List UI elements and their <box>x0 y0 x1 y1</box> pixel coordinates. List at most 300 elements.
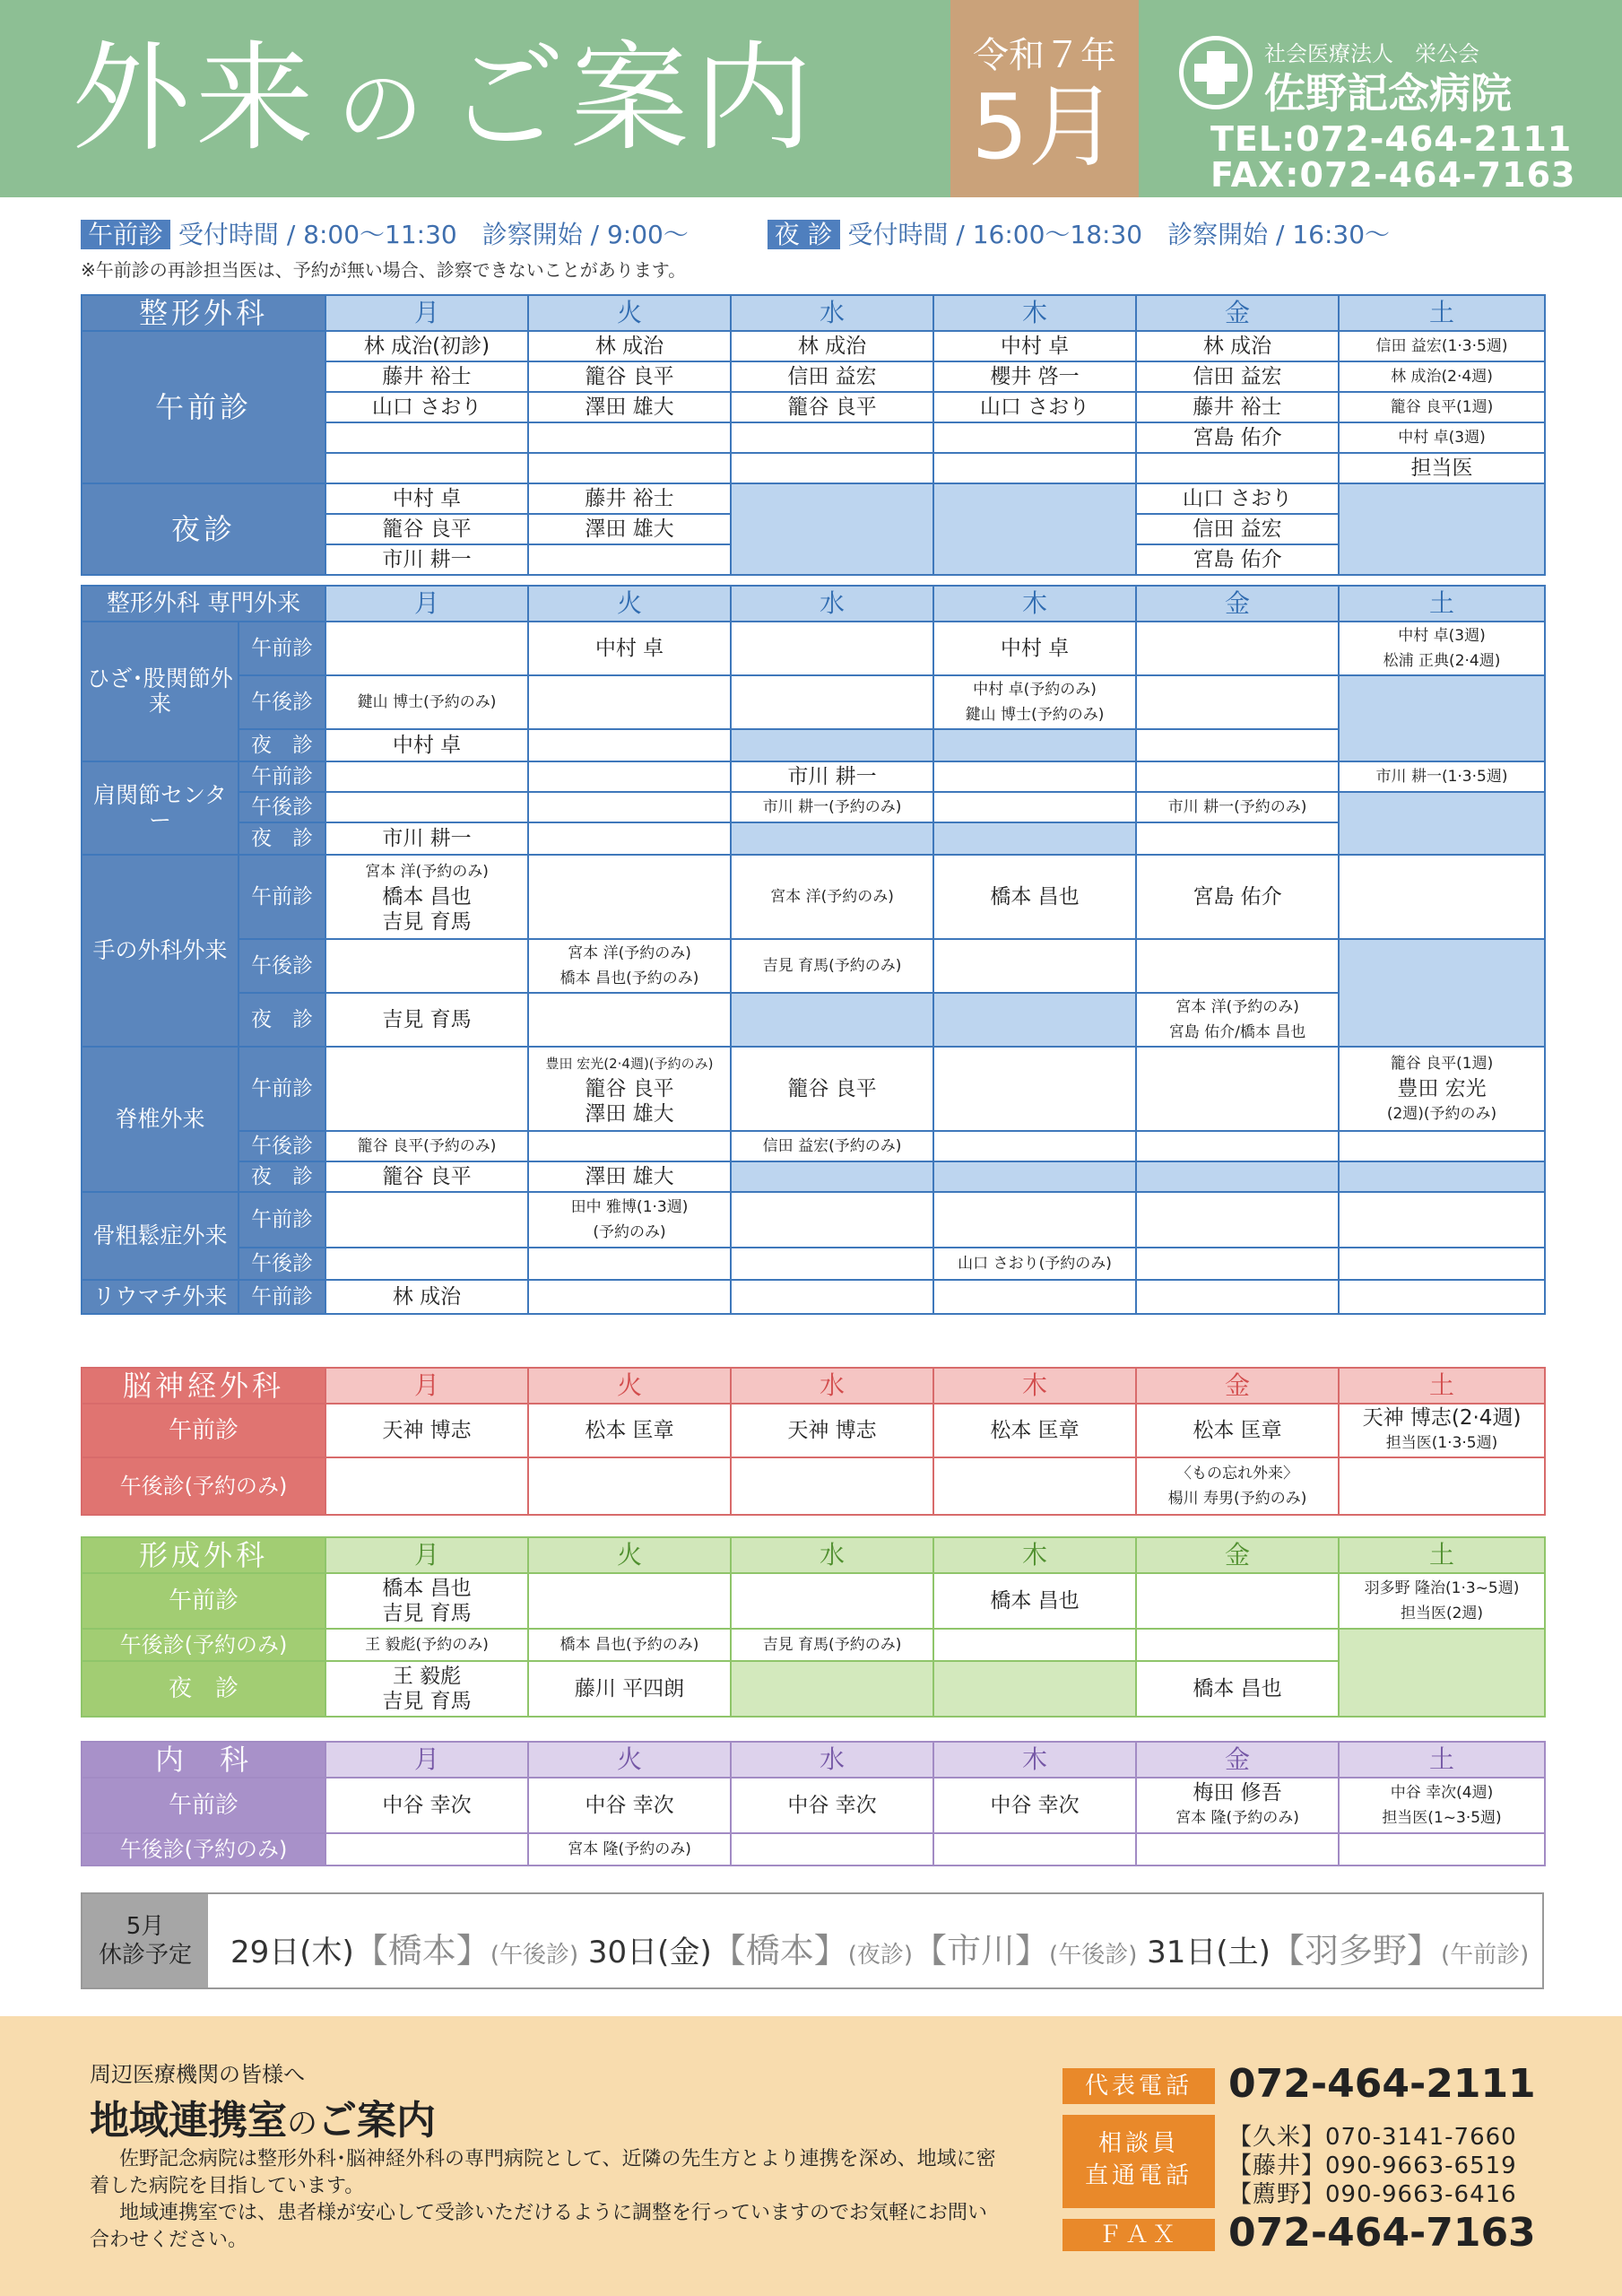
knee-label: ひざ･股関節外来 <box>82 622 239 761</box>
footer <box>0 2016 1622 2296</box>
closure-doctor: 【羽多野】 <box>1270 1931 1441 1970</box>
plastic-night-cell: 藤川 平四朗 <box>528 1661 731 1717</box>
sp-pm-cell <box>528 1131 731 1161</box>
sh-night-empty <box>933 822 1136 855</box>
knee-sat-line2: 松浦 正典(2·4週) <box>1383 652 1501 670</box>
hospital-logo-icon <box>1179 36 1253 109</box>
knee-am-cell <box>325 622 528 675</box>
footer-title-b: の <box>287 2106 317 2142</box>
ortho-night-empty <box>933 483 1136 575</box>
neuro-pm-cell <box>1136 1457 1339 1515</box>
plastic-pm-cell: 吉見 育馬(予約のみ) <box>731 1629 933 1661</box>
closure-title: 休診予定 <box>98 1942 192 1969</box>
am-tag: 午前診 <box>81 220 170 249</box>
day-sat: 土 <box>1339 586 1545 622</box>
hand-pm-cell: 吉見 育馬(予約のみ) <box>731 939 933 993</box>
sh-am-cell: 市川 耕一(1·3·5週) <box>1339 761 1545 792</box>
os-am-cell <box>1339 1192 1545 1248</box>
internal-pm-label: 午後診(予約のみ) <box>82 1833 325 1866</box>
neuro-am-label: 午前診 <box>82 1404 325 1457</box>
ortho-night-cell: 信田 益宏 <box>1136 514 1339 544</box>
os-pm-cell <box>1136 1248 1339 1280</box>
internal-pm-cell <box>731 1833 933 1866</box>
plastic-am-cell <box>325 1573 528 1629</box>
sh-pm-cell: 市川 耕一(予約のみ) <box>731 792 933 822</box>
footer-addressee: 周辺医療機関の皆様へ <box>90 2062 305 2087</box>
hospital-name: 佐野記念病院 <box>1264 69 1512 117</box>
footer-title-a: 地域連携室 <box>90 2098 287 2144</box>
day-sat: 土 <box>1339 1742 1545 1778</box>
internal-am-cell: 中谷 幸次 <box>528 1778 731 1833</box>
ortho-am-label: 午前診 <box>82 331 325 483</box>
internal-sat-line1: 中谷 幸次(4週) <box>1390 1784 1494 1802</box>
knee-night-cell: 中村 卓 <box>325 729 528 761</box>
hand-am-cell: 橋本 昌也 <box>933 855 1136 939</box>
knee-pm-cell <box>731 675 933 729</box>
ortho-night-cell: 山口 さおり <box>1136 483 1339 514</box>
plastic-am-cell <box>1339 1573 1545 1629</box>
day-wed: 水 <box>731 1368 933 1404</box>
closure-doctor: 【橋本】 <box>711 1931 848 1970</box>
sp-sat-line3: (2週)(予約のみ) <box>1386 1105 1497 1123</box>
closure-kind: (夜診) <box>847 1942 914 1969</box>
ortho-am-cell: 籠谷 良平 <box>731 392 933 422</box>
plastic-table <box>81 1536 1546 1718</box>
sp-night-empty <box>1339 1161 1545 1192</box>
closure-date: 30日(金) <box>587 1935 712 1970</box>
sp-night-label: 夜 診 <box>239 1161 325 1192</box>
day-tue: 火 <box>528 1368 731 1404</box>
ortho-night-cell: 藤井 裕士 <box>528 483 731 514</box>
day-wed: 水 <box>731 295 933 331</box>
knee-am-cell <box>731 622 933 675</box>
neuro-pm-cell <box>731 1457 933 1515</box>
rh-am-cell <box>933 1280 1136 1314</box>
ortho-am-cell <box>933 422 1136 453</box>
knee-empty <box>1339 675 1545 761</box>
hand-night-label: 夜 診 <box>239 993 325 1047</box>
plastic-am-cell <box>1136 1573 1339 1629</box>
ortho-night-cell: 澤田 雄大 <box>528 514 731 544</box>
hand-night-cell <box>528 993 731 1047</box>
sh-pm-cell <box>528 792 731 822</box>
closure-doctor: 【橋本】 <box>353 1931 490 1970</box>
ortho-am-cell: 林 成治 <box>1136 331 1339 361</box>
day-mon: 月 <box>325 1742 528 1778</box>
neuro-sat-line2: 担当医(1·3·5週) <box>1385 1434 1498 1452</box>
spine-label: 脊椎外来 <box>82 1047 239 1192</box>
sp-am-label: 午前診 <box>239 1047 325 1131</box>
knee-pm-cell: 鍵山 博士(予約のみ) <box>325 675 528 729</box>
sh-pm-cell: 市川 耕一(予約のみ) <box>1136 792 1339 822</box>
sh-am-cell <box>933 761 1136 792</box>
os-am-cell <box>1136 1192 1339 1248</box>
internal-am-cell <box>1136 1778 1339 1833</box>
plastic-am-cell <box>731 1573 933 1629</box>
day-sat: 土 <box>1339 1537 1545 1573</box>
internal-am-cell: 中谷 幸次 <box>731 1778 933 1833</box>
hand-night-cell: 吉見 育馬 <box>325 993 528 1047</box>
closure-kind: (午前診) <box>1440 1942 1530 1969</box>
neuro-fri-line2: 楊川 寿男(予約のみ) <box>1167 1490 1307 1508</box>
knee-am-cell: 中村 卓 <box>528 622 731 675</box>
plastic-mon-line2: 吉見 育馬 <box>382 1602 472 1625</box>
knee-am-cell <box>1136 622 1339 675</box>
sp-am-cell <box>1136 1047 1339 1131</box>
os-pm-cell: 山口 さおり(予約のみ) <box>933 1248 1136 1280</box>
sh-pm-label: 午後診 <box>239 792 325 822</box>
internal-fri-line2: 宮本 隆(予約のみ) <box>1175 1809 1299 1827</box>
sh-pm-cell <box>933 792 1136 822</box>
plastic-pm-cell: 王 毅彪(予約のみ) <box>325 1629 528 1661</box>
rep-phone-label: 代表電話 <box>1063 2068 1215 2104</box>
neuro-am-cell: 松本 匡章 <box>1136 1404 1339 1457</box>
plastic-pm-label: 午後診(予約のみ) <box>82 1629 325 1661</box>
sp-tue-line2: 籠谷 良平 <box>585 1077 674 1100</box>
plastic-night-cell: 橋本 昌也 <box>1136 1661 1339 1717</box>
plastic-am-label: 午前診 <box>82 1573 325 1629</box>
internal-pm-cell: 宮本 隆(予約のみ) <box>528 1833 731 1866</box>
knee-thu-line2: 鍵山 博士(予約のみ) <box>965 706 1105 724</box>
hand-am-cell <box>1339 855 1545 939</box>
sh-night-cell <box>528 822 731 855</box>
knee-pm-cell <box>1136 675 1339 729</box>
neuro-am-cell: 天神 博志 <box>325 1404 528 1457</box>
sh-night-empty <box>731 822 933 855</box>
internal-title: 内 科 <box>82 1742 325 1778</box>
knee-am-cell: 中村 卓 <box>933 622 1136 675</box>
ortho-am-cell: 藤井 裕士 <box>1136 392 1339 422</box>
hand-pm-cell <box>325 939 528 993</box>
day-sat: 土 <box>1339 295 1545 331</box>
osteo-label: 骨粗鬆症外来 <box>82 1192 239 1280</box>
day-wed: 水 <box>731 586 933 622</box>
knee-pm-cell <box>933 675 1136 729</box>
ortho-night-cell: 宮島 佑介 <box>1136 544 1339 575</box>
hand-night-cell <box>1136 993 1339 1047</box>
rheum-label: リウマチ外来 <box>82 1280 239 1314</box>
hand-pm-cell <box>933 939 1136 993</box>
day-fri: 金 <box>1136 586 1339 622</box>
sp-night-cell: 籠谷 良平 <box>325 1161 528 1192</box>
hand-mon-line2: 橋本 昌也 <box>382 885 472 909</box>
footer-paragraph-2: 地域連携室では、患者様が安心して受診いただけるように調整を行っていますのでお気軽にお問い合わせください。 <box>90 2202 988 2251</box>
sh-night-cell <box>1136 822 1339 855</box>
internal-fri-line1: 梅田 修吾 <box>1193 1781 1282 1805</box>
plastic-title: 形成外科 <box>82 1537 325 1573</box>
os-am-cell <box>528 1192 731 1248</box>
plastic-pm-cell <box>1136 1629 1339 1661</box>
sh-am-cell <box>528 761 731 792</box>
plastic-night-label: 夜 診 <box>82 1661 325 1717</box>
plastic-night-empty <box>731 1661 933 1717</box>
os-am-cell <box>325 1192 528 1248</box>
plastic-night-empty <box>933 1661 1136 1717</box>
hand-empty <box>1339 939 1545 1047</box>
hand-pm-cell <box>528 939 731 993</box>
ortho-am-cell: 中村 卓 <box>933 331 1136 361</box>
internal-pm-cell <box>933 1833 1136 1866</box>
day-wed: 水 <box>731 1742 933 1778</box>
os-am-label: 午前診 <box>239 1192 325 1248</box>
ortho-night-cell <box>528 544 731 575</box>
knee-night-cell <box>528 729 731 761</box>
closure-list <box>230 1923 1529 1972</box>
closure-date: 29日(木) <box>230 1935 354 1970</box>
os-am-cell <box>933 1192 1136 1248</box>
hand-mon-line3: 吉見 育馬 <box>382 910 472 934</box>
rh-am-cell <box>1136 1280 1339 1314</box>
neuro-am-cell <box>1339 1404 1545 1457</box>
sp-pm-cell: 信田 益宏(予約のみ) <box>731 1131 933 1161</box>
sp-am-cell <box>1339 1047 1545 1131</box>
sp-tue-line3: 澤田 雄大 <box>585 1102 674 1126</box>
hand-am-cell: 宮本 洋(予約のみ) <box>731 855 933 939</box>
ortho-am-cell <box>1136 453 1339 483</box>
hand-am-cell: 宮島 佑介 <box>1136 855 1339 939</box>
os-tue-line1: 田中 雅博(1·3週) <box>570 1198 689 1216</box>
sp-sat-line2: 豊田 宏光 <box>1397 1077 1487 1100</box>
ortho-am-cell: 山口 さおり <box>325 392 528 422</box>
day-mon: 月 <box>325 586 528 622</box>
day-fri: 金 <box>1136 1537 1339 1573</box>
sh-night-cell: 市川 耕一 <box>325 822 528 855</box>
internal-am-cell: 中谷 幸次 <box>933 1778 1136 1833</box>
rh-am-cell: 林 成治 <box>325 1280 528 1314</box>
internal-am-cell <box>1339 1778 1545 1833</box>
sp-pm-cell <box>1339 1131 1545 1161</box>
plastic-pm-cell <box>933 1629 1136 1661</box>
hand-pm-cell <box>1136 939 1339 993</box>
day-fri: 金 <box>1136 1368 1339 1404</box>
knee-night-empty <box>933 729 1136 761</box>
ortho-night-cell: 中村 卓 <box>325 483 528 514</box>
plastic-pm-cell: 橋本 昌也(予約のみ) <box>528 1629 731 1661</box>
night-hours: 受付時間 / 16:00～18:30 診察開始 / 16:30～ <box>847 220 1391 249</box>
org-name: 社会医療法人 栄公会 <box>1264 41 1479 66</box>
day-thu: 木 <box>933 1742 1136 1778</box>
night-tag: 夜 診 <box>768 220 840 249</box>
ortho-night-cell: 籠谷 良平 <box>325 514 528 544</box>
neuro-am-cell: 天神 博志 <box>731 1404 933 1457</box>
ortho-am-cell: 信田 益宏(1·3·5週) <box>1339 331 1545 361</box>
knee-pm-cell <box>528 675 731 729</box>
hand-mon-line1: 宮本 洋(予約のみ) <box>365 863 489 881</box>
neuro-am-cell: 松本 匡章 <box>933 1404 1136 1457</box>
day-thu: 木 <box>933 1537 1136 1573</box>
ortho-am-cell <box>731 422 933 453</box>
ortho-am-cell <box>528 422 731 453</box>
ortho-am-cell: 籠谷 良平(1週) <box>1339 392 1545 422</box>
ortho-table <box>81 294 1546 576</box>
rh-am-cell <box>731 1280 933 1314</box>
ortho-am-cell: 信田 益宏 <box>1136 361 1339 392</box>
ortho-night-cell: 市川 耕一 <box>325 544 528 575</box>
hand-am-cell <box>325 855 528 939</box>
closure-month: 5月 <box>126 1913 165 1940</box>
day-fri: 金 <box>1136 295 1339 331</box>
title-part-c: ご案内 <box>447 30 818 168</box>
sh-am-cell <box>1136 761 1339 792</box>
hours-line <box>81 215 1390 251</box>
plastic-am-cell: 橋本 昌也 <box>933 1573 1136 1629</box>
plastic-sat-line1: 羽多野 隆治(1·3~5週) <box>1364 1579 1520 1597</box>
plastic-empty <box>1339 1629 1545 1717</box>
direct-line-3[interactable]: 【薦野】090-9663-6416 <box>1228 2181 1517 2208</box>
rep-phone-number[interactable]: 072-464-2111 <box>1228 2061 1536 2107</box>
title-part-b: の <box>337 59 429 160</box>
knee-thu-line1: 中村 卓(予約のみ) <box>973 681 1097 699</box>
plastic-am-cell <box>528 1573 731 1629</box>
sh-am-label: 午前診 <box>239 761 325 792</box>
hand-am-cell <box>528 855 731 939</box>
sp-night-empty <box>731 1161 933 1192</box>
neuro-title: 脳神経外科 <box>82 1368 325 1404</box>
neuro-sat-line1: 天神 博志(2·4週) <box>1362 1406 1522 1430</box>
os-am-cell <box>731 1192 933 1248</box>
ortho-am-cell: 櫻井 啓一 <box>933 361 1136 392</box>
neuro-pm-cell <box>325 1457 528 1515</box>
neuro-pm-cell <box>933 1457 1136 1515</box>
rh-am-cell <box>528 1280 731 1314</box>
internal-pm-cell <box>1339 1833 1545 1866</box>
footer-title <box>90 2088 436 2145</box>
neuro-pm-label: 午後診(予約のみ) <box>82 1457 325 1515</box>
ortho-title: 整形外科 <box>82 295 325 331</box>
ortho-night-empty <box>731 483 933 575</box>
ortho-am-cell: 藤井 裕士 <box>325 361 528 392</box>
month-label: 5月 <box>971 74 1118 179</box>
internal-am-cell: 中谷 幸次 <box>325 1778 528 1833</box>
day-thu: 木 <box>933 586 1136 622</box>
internal-pm-cell <box>1136 1833 1339 1866</box>
sh-am-cell <box>325 761 528 792</box>
closure-label <box>82 1894 208 1987</box>
ortho-am-cell: 信田 益宏 <box>731 361 933 392</box>
knee-pm-label: 午後診 <box>239 675 325 729</box>
closure-kind: (午後診) <box>1049 1942 1138 1969</box>
sp-night-empty <box>933 1161 1136 1192</box>
direct-label-2: 直通電話 <box>1084 2162 1193 2189</box>
footer-paragraph-1: 佐野記念病院は整形外科･脳神経外科の専門病院として、近隣の先生方とより連携を深め、地域に密着した病院を目指しています。 <box>90 2148 996 2197</box>
day-tue: 火 <box>528 1537 731 1573</box>
day-thu: 木 <box>933 1368 1136 1404</box>
header-banner <box>0 0 1622 197</box>
ortho-am-cell: 林 成治 <box>528 331 731 361</box>
closure-kind: (午後診) <box>490 1942 579 1969</box>
ortho-am-cell <box>933 453 1136 483</box>
ortho-am-cell: 中村 卓(3週) <box>1339 422 1545 453</box>
internal-am-label: 午前診 <box>82 1778 325 1833</box>
closure-date: 31日(土) <box>1147 1935 1271 1970</box>
ortho-night-empty <box>1339 483 1545 575</box>
knee-sat-line1: 中村 卓(3週) <box>1398 627 1486 645</box>
hand-label: 手の外科外来 <box>82 855 239 1047</box>
hand-pm-label: 午後診 <box>239 939 325 993</box>
rh-am-cell <box>1339 1280 1545 1314</box>
ortho-am-cell: 林 成治(2·4週) <box>1339 361 1545 392</box>
sp-pm-cell <box>933 1131 1136 1161</box>
day-sat: 土 <box>1339 1368 1545 1404</box>
day-wed: 水 <box>731 1537 933 1573</box>
internal-sat-line2: 担当医(1~3·5週) <box>1382 1809 1502 1827</box>
neuro-am-cell: 松本 匡章 <box>528 1404 731 1457</box>
day-fri: 金 <box>1136 1742 1339 1778</box>
footer-body <box>90 2146 1004 2254</box>
sp-night-empty <box>1136 1161 1339 1192</box>
day-mon: 月 <box>325 295 528 331</box>
hand-fri-line1: 宮本 洋(予約のみ) <box>1175 998 1299 1016</box>
ortho-am-cell: 山口 さおり <box>933 392 1136 422</box>
ortho-am-cell: 担当医 <box>1339 453 1545 483</box>
ortho-am-cell: 籠谷 良平 <box>528 361 731 392</box>
knee-am-label: 午前診 <box>239 622 325 675</box>
ortho-am-cell: 宮島 佑介 <box>1136 422 1339 453</box>
sp-sat-line1: 籠谷 良平(1週) <box>1390 1055 1494 1073</box>
fax-label: ＦＡＸ <box>1063 2219 1215 2251</box>
sp-night-cell: 澤田 雄大 <box>528 1161 731 1192</box>
title-part-a: 外来 <box>72 30 319 168</box>
hand-fri-line2: 宮島 佑介/橋本 昌也 <box>1168 1023 1306 1041</box>
special-title: 整形外科 専門外来 <box>82 586 325 622</box>
neuro-fri-line1: 〈もの忘れ外来〉 <box>1176 1465 1298 1483</box>
plastic-sat-line2: 担当医(2週) <box>1400 1605 1484 1622</box>
sp-pm-cell: 籠谷 良平(予約のみ) <box>325 1131 528 1161</box>
os-pm-cell <box>1339 1248 1545 1280</box>
direct-phone-label <box>1063 2115 1215 2208</box>
rh-am-label: 午前診 <box>239 1280 325 1314</box>
knee-night-cell <box>1136 729 1339 761</box>
sh-pm-cell <box>325 792 528 822</box>
neuro-pm-cell <box>1339 1457 1545 1515</box>
page-title <box>72 30 818 172</box>
plastic-night-mon2: 吉見 育馬 <box>382 1690 472 1713</box>
footer-title-c: ご案内 <box>317 2098 436 2144</box>
direct-line-1[interactable]: 【久米】070-3141-7660 <box>1228 2124 1517 2151</box>
knee-night-empty <box>731 729 933 761</box>
plastic-night-cell <box>325 1661 528 1717</box>
sp-am-cell <box>528 1047 731 1131</box>
os-pm-cell <box>528 1248 731 1280</box>
sp-tue-line1: 豊田 宏光(2·4週)(予約のみ) <box>545 1056 714 1072</box>
os-pm-label: 午後診 <box>239 1248 325 1280</box>
sp-am-cell <box>325 1047 528 1131</box>
am-note: ※午前診の再診担当医は、予約が無い場合、診察できないことがあります。 <box>81 259 687 281</box>
am-hours: 受付時間 / 8:00～11:30 診察開始 / 9:00～ <box>178 220 689 249</box>
os-tue-line2: (予約のみ) <box>593 1223 666 1241</box>
direct-label-1: 相談員 <box>1097 2130 1179 2157</box>
internal-table <box>81 1741 1546 1866</box>
sh-night-label: 夜 診 <box>239 822 325 855</box>
direct-line-2[interactable]: 【藤井】090-9663-6519 <box>1228 2152 1517 2179</box>
closure-box <box>81 1892 1544 1989</box>
plastic-night-mon1: 王 毅彪 <box>392 1665 462 1688</box>
ortho-am-cell <box>731 453 933 483</box>
knee-night-label: 夜 診 <box>239 729 325 761</box>
sp-am-cell <box>933 1047 1136 1131</box>
day-mon: 月 <box>325 1537 528 1573</box>
tel-number: TEL:072-464-2111 <box>1210 119 1573 159</box>
hand-am-label: 午前診 <box>239 855 325 939</box>
sp-am-cell: 籠谷 良平 <box>731 1047 933 1131</box>
day-tue: 火 <box>528 586 731 622</box>
shoulder-label: 肩関節センター <box>82 761 239 855</box>
plastic-mon-line1: 橋本 昌也 <box>382 1577 472 1600</box>
neuro-pm-cell <box>528 1457 731 1515</box>
ortho-night-label: 夜診 <box>82 483 325 575</box>
ortho-am-cell <box>528 453 731 483</box>
ortho-am-cell: 澤田 雄大 <box>528 392 731 422</box>
